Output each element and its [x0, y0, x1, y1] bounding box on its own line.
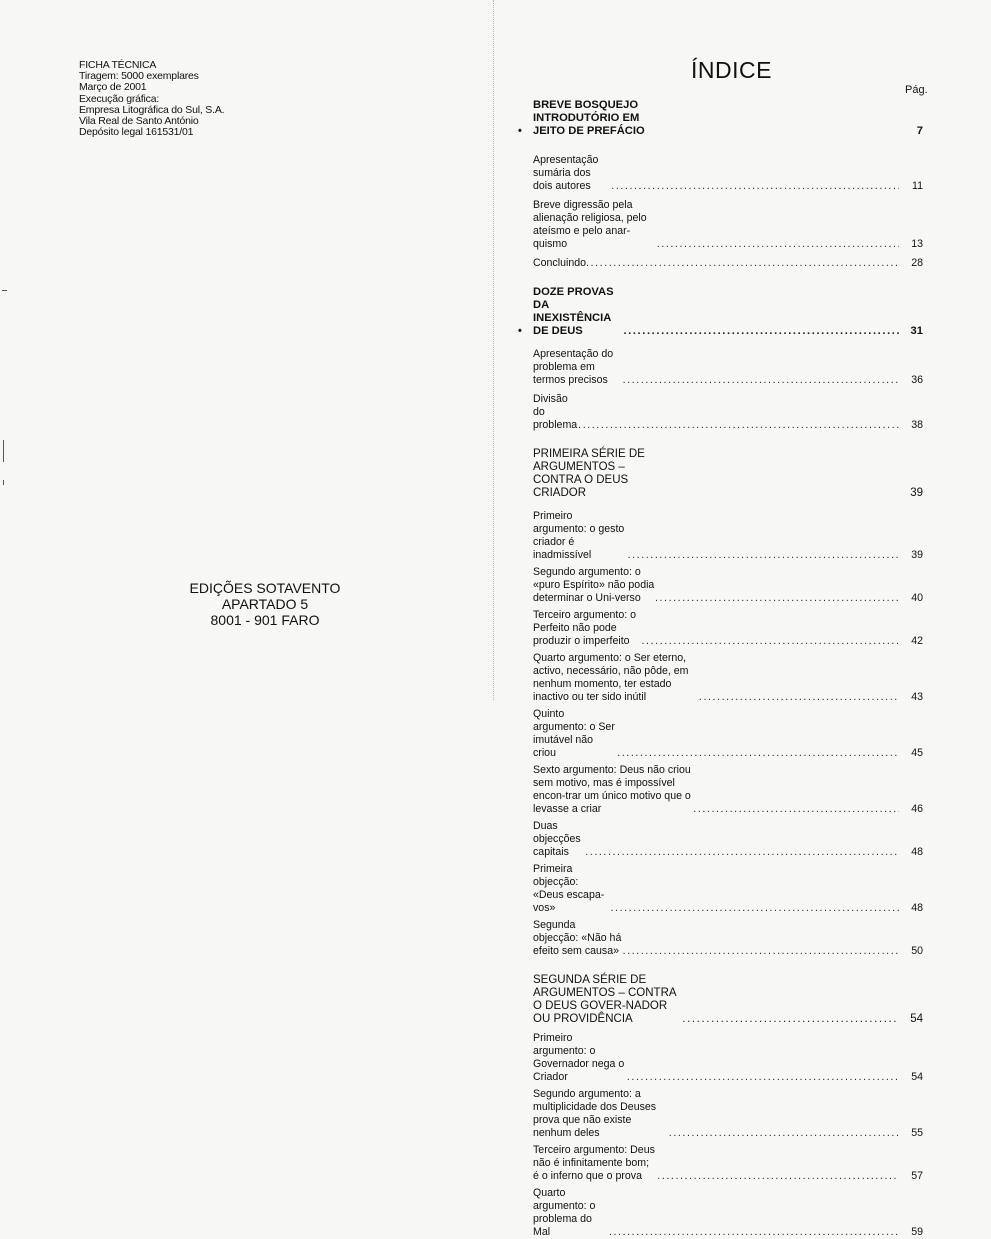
- tech-sheet-line: Tiragem: 5000 exemplares: [79, 70, 199, 83]
- toc-entry-title: BREVE BOSQUEJO INTRODUTÓRIO EM JEITO DE PREFÁCIO: [533, 99, 645, 137]
- leader-dots: [623, 374, 899, 387]
- toc-entry-title: PRIMEIRA SÉRIE DE ARGUMENTOS – CONTRA O DEUS CRIADOR: [533, 448, 645, 499]
- toc-series-entry: [533, 448, 923, 500]
- toc-page-number: 11: [912, 180, 923, 192]
- toc-part-entry: [518, 286, 923, 338]
- toc-entry: [533, 393, 923, 432]
- toc-page-number: 42: [911, 635, 923, 647]
- toc-page-number: 13: [911, 238, 923, 250]
- table-of-contents: [518, 99, 923, 1239]
- toc-entry: [533, 199, 923, 251]
- tech-sheet-line: Vila Real de Santo António: [79, 115, 199, 128]
- tech-sheet: [79, 60, 224, 138]
- leader-dots: [657, 1170, 899, 1183]
- toc-page-number: 31: [910, 325, 923, 337]
- toc-page-number: 46: [911, 803, 923, 815]
- leader-dots: [669, 1127, 899, 1140]
- leader-dots: [585, 846, 899, 859]
- toc-page-number: 54: [910, 1013, 923, 1025]
- toc-entry: [533, 1187, 923, 1239]
- toc-entry-title: Quinto argumento: o Ser imutável não criou: [533, 708, 615, 759]
- toc-entry-title: Sexto argumento: Deus não criou sem motivo, mas é impossível encon-trar um único motivo que o levasse a criar: [533, 764, 691, 815]
- toc-page-number: 59: [911, 1226, 923, 1238]
- toc-page-number: 48: [911, 846, 923, 858]
- toc-page-number: 7: [916, 125, 923, 137]
- toc-entry: [533, 820, 923, 859]
- leader-dots: [586, 257, 899, 270]
- publisher-block: [155, 580, 375, 628]
- toc-page-number: 39: [910, 487, 923, 499]
- toc-page-number: 48: [911, 902, 923, 914]
- leader-dots: [623, 945, 899, 958]
- toc-entry-title: Quarto argumento: o Ser eterno, activo, necessário, não pôde, em nenhum momento, ter estado inactivo ou ter sido inútil: [533, 652, 689, 703]
- leader-dots: [699, 691, 899, 704]
- toc-page-number: 36: [911, 374, 923, 386]
- leader-dots: [642, 635, 899, 648]
- toc-part-entry: [518, 99, 923, 138]
- toc-entry: [533, 919, 923, 958]
- leader-dots: [657, 238, 899, 251]
- toc-entry-title: Concluindo: [533, 257, 587, 269]
- toc-entry: [533, 708, 923, 760]
- leader-dots: [617, 747, 899, 760]
- leader-dots: [611, 180, 899, 193]
- toc-entry-title: Segunda objecção: «Não há efeito sem causa»: [533, 919, 622, 957]
- right-page: [493, 0, 991, 1238]
- toc-entry: [533, 154, 923, 193]
- toc-entry: [533, 257, 923, 270]
- toc-page-number: 39: [911, 549, 923, 561]
- publisher-address: APARTADO 5: [221, 596, 309, 612]
- toc-entry-title: Apresentação do problema em termos precisos: [533, 348, 614, 386]
- leader-dots: [609, 1226, 899, 1239]
- toc-page-number: 28: [911, 257, 923, 269]
- toc-entry-title: Breve digressão pela alienação religiosa, pelo ateísmo e pelo anar-quismo: [533, 199, 647, 250]
- toc-entry-title: DOZE PROVAS DA INEXISTÊNCIA DE DEUS: [533, 286, 614, 337]
- publisher-name: EDIÇÕES SOTAVENTO: [189, 580, 341, 596]
- toc-entry-title: Primeira objecção: «Deus escapa-vos»: [533, 863, 605, 914]
- toc-entry-title: Primeiro argumento: o gesto criador é inadmissível: [533, 510, 625, 561]
- toc-entry: [533, 510, 923, 562]
- toc-entry-title: Terceiro argumento: Deus não é infinitamente bom; é o inferno que o prova: [533, 1144, 655, 1182]
- left-page: [0, 0, 493, 700]
- toc-page-number: 45: [911, 747, 923, 759]
- tech-sheet-line: Execução gráfica:: [79, 92, 160, 105]
- toc-page-number: 43: [911, 691, 923, 703]
- leader-dots: [682, 1013, 899, 1026]
- leader-dots: [611, 902, 900, 915]
- toc-page-number: 40: [911, 592, 923, 604]
- toc-page-number: 50: [911, 945, 923, 957]
- leader-dots: [655, 592, 899, 605]
- toc-page-number: 57: [911, 1170, 923, 1182]
- toc-entry: [533, 348, 923, 387]
- toc-series-entry: [533, 974, 923, 1026]
- tech-sheet-line: Empresa Litográfica do Sul, S.A.: [79, 103, 225, 116]
- toc-entry: [533, 609, 923, 648]
- toc-entry: [533, 652, 923, 704]
- leader-dots: [693, 803, 899, 816]
- bullet-icon: •: [518, 325, 522, 337]
- toc-entry-title: Duas objecções capitais: [533, 820, 581, 858]
- leader-dots: [627, 1071, 899, 1084]
- toc-page-number: 54: [911, 1071, 923, 1083]
- toc-entry-title: Divisão do problema: [533, 393, 578, 431]
- tech-sheet-heading: FICHA TÉCNICA: [79, 59, 157, 71]
- index-title: ÍNDICE: [691, 57, 772, 83]
- toc-entry-title: SEGUNDA SÉRIE DE ARGUMENTOS – CONTRA O DEUS GOVER-NADOR OU PROVIDÊNCIA: [533, 974, 676, 1025]
- bullet-icon: •: [518, 125, 522, 137]
- toc-entry-title: Segundo argumento: o «puro Espírito» não podia determinar o Uni-verso: [533, 566, 655, 604]
- toc-page-number: 55: [911, 1127, 923, 1139]
- tech-sheet-line: Depósito legal 161531/01: [79, 126, 194, 139]
- tech-sheet-line: Março de 2001: [79, 81, 147, 94]
- toc-entry-title: Segundo argumento: a multiplicidade dos Deuses prova que não existe nenhum deles: [533, 1088, 657, 1139]
- toc-entry: [533, 1032, 923, 1084]
- toc-entry: [533, 764, 923, 816]
- toc-entry: [533, 1088, 923, 1140]
- leader-dots: [623, 325, 899, 338]
- toc-entry: [533, 863, 923, 915]
- publisher-city: 8001 - 901 FARO: [210, 612, 320, 628]
- toc-entry-title: Primeiro argumento: o Governador nega o Criador: [533, 1032, 625, 1083]
- toc-entry: [533, 566, 923, 605]
- page-column-label: Pág.: [905, 84, 928, 96]
- toc-page-number: 38: [911, 419, 923, 431]
- toc-entry-title: Apresentação sumária dos dois autores: [533, 154, 599, 192]
- toc-entry-title: Terceiro argumento: o Perfeito não pode produzir o imperfeito: [533, 609, 637, 647]
- toc-entry: [533, 1144, 923, 1183]
- leader-dots: [578, 419, 899, 432]
- leader-dots: [628, 549, 899, 562]
- toc-entry-title: Quarto argumento: o problema do Mal: [533, 1187, 596, 1238]
